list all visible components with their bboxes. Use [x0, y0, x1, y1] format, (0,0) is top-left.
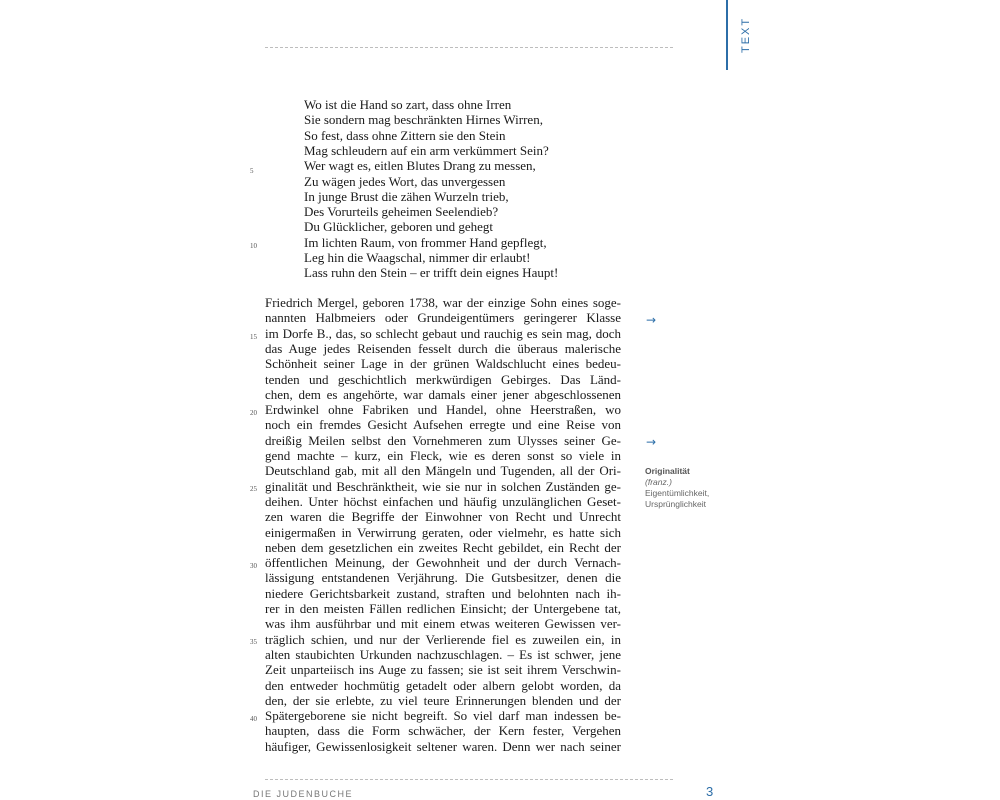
top-dashed-rule [265, 47, 673, 48]
prose-line: rer in den meisten Fällen redlichen Einsicht; der Untergebene tat, [265, 601, 621, 616]
prose-line: alten staubichten Urkunden nachzuschlagen. – Es ist schwer, jene [265, 646, 621, 662]
prose-line: was ihm ausführbar und mit einem etwas weiteren Gewissen ver- [265, 616, 621, 632]
line-number: 15 [250, 333, 257, 341]
line-number: 20 [250, 409, 257, 417]
gloss-term: Originalität [645, 466, 690, 476]
gloss-definition: Eigentümlichkeit, [645, 488, 710, 498]
margin-gloss [645, 466, 709, 510]
prose-line: chen, dem es angehörte, war damals einer jener abgeschlossenen [265, 386, 621, 402]
section-tab-line [726, 0, 728, 70]
poem-line: Zu wägen jedes Wort, das unvergessen [304, 173, 506, 189]
prose-line: den, der sie erlebte, zu viel teure Erinnerungen blenden und der [265, 692, 621, 708]
prose-line: tenden und geschichtlich merkwürdigen Gebirges. Das Länd- [265, 371, 621, 387]
prose-line: Friedrich Mergel, geboren 1738, war der einzige Sohn eines soge- [265, 295, 621, 310]
prose-line: noch ein fremdes Gesicht Aufsehen erregte und eine Reise von [265, 417, 621, 433]
prose-line: das Auge jedes Reisenden fesselt durch die überaus malerische [265, 340, 621, 356]
prose-line: träglich schien, und nur der Verlierende fiel es zuweilen ein, in [265, 631, 621, 647]
prose-line: den entweder hochmütig getadelt oder albern gelobt worden, da [265, 677, 621, 693]
gloss-language: (franz.) [645, 477, 672, 487]
line-number: 40 [250, 715, 257, 723]
section-tab-label: TEXT [740, 16, 752, 53]
line-number: 30 [250, 562, 257, 570]
poem-line: Wer wagt es, eitlen Blutes Drang zu messen, [304, 158, 536, 174]
poem-line: Sie sondern mag beschränkten Hirnes Wirren, [304, 112, 543, 128]
arrow-right-icon[interactable]: → [646, 435, 657, 449]
prose-line: gend machte – kurz, ein Fleck, wie es deren sonst so viele in [265, 448, 621, 463]
prose-line: niedere Gerichtsbarkeit zustand, straften und belohnten nach ih- [265, 585, 621, 601]
footer-book-title: DIE JUDENBUCHE [253, 789, 354, 799]
prose-line: einigermaßen in Verwirrung geraten, oder vielmehr, es hatte sich [265, 524, 621, 540]
prose-line: dreißig Meilen selbst den Vornehmeren zum Ulysses seiner Ge- [265, 432, 621, 448]
prose-line: öffentlichen Meinung, der Gewohnheit und der durch Vernach- [265, 555, 621, 571]
poem-line: Mag schleudern auf ein arm verkümmert Sein? [304, 142, 549, 158]
poem-line: Leg hin die Waagschal, nimmer dir erlaubt! [304, 250, 531, 265]
prose-line: deihen. Unter höchst einfachen und häufig unzulänglichen Geset- [265, 493, 621, 509]
line-number: 5 [250, 167, 254, 175]
prose-line: häufiger, Gewissenlosigkeit seltener waren. Denn wer nach seiner [265, 738, 621, 754]
prose-line: Erdwinkel ohne Fabriken und Handel, ohne Heerstraßen, wo [265, 402, 621, 418]
prose-line: Zeit unparteiisch ins Auge zu fassen; sie ist seit ihrem Verschwin- [265, 662, 621, 678]
prose-line: nannten Halbmeiers oder Grundeigentümers geringerer Klasse [265, 310, 621, 326]
prose-line: im Dorfe B., das, so schlecht gebaut und rauchig es sein mag, doch [265, 325, 621, 341]
arrow-right-icon[interactable]: → [646, 313, 657, 327]
gloss-definition: Ursprünglichkeit [645, 499, 706, 509]
prose-line: zen waren die Begriffe der Einwohner von Recht und Unrecht [265, 509, 621, 525]
prose-line: Schönheit seiner Lage in der grünen Waldschlucht eines bedeu- [265, 356, 621, 372]
prose-line: lässigung entstandenen Verjährung. Die Gutsbesitzer, denen die [265, 570, 621, 586]
poem-line: So fest, dass ohne Zittern sie den Stein [304, 127, 506, 143]
poem-line: Wo ist die Hand so zart, dass ohne Irren [304, 97, 512, 112]
prose-line: Deutschland gab, mit all den Mängeln und Tugenden, all der Ori- [265, 463, 621, 479]
poem-line: Im lichten Raum, von frommer Hand gepflegt, [304, 234, 547, 250]
line-number: 35 [250, 638, 257, 646]
prose-line: haupten, dass die Form schwächer, der Kern fester, Vergehen [265, 723, 621, 739]
prose-line: Spätergeborene sie nicht begreift. So viel darf man indessen be- [265, 708, 621, 724]
bottom-dashed-rule [265, 779, 673, 780]
page-number: 3 [706, 784, 714, 799]
poem-line: In junge Brust die zähen Wurzeln trieb, [304, 188, 509, 204]
prose-line: neben dem gesetzlichen ein zweites Recht gebildet, ein Recht der [265, 539, 621, 555]
poem-line: Du Glücklicher, geboren und gehegt [304, 219, 494, 235]
prose-line: ginalität und Beschränktheit, wie sie nur in solchen Zuständen ge- [265, 478, 621, 494]
line-number: 10 [250, 242, 257, 250]
poem-line: Des Vorurteils geheimen Seelendieb? [304, 204, 499, 220]
poem-line: Lass ruhn den Stein – er trifft dein eignes Haupt! [304, 265, 559, 281]
line-number: 25 [250, 485, 257, 493]
